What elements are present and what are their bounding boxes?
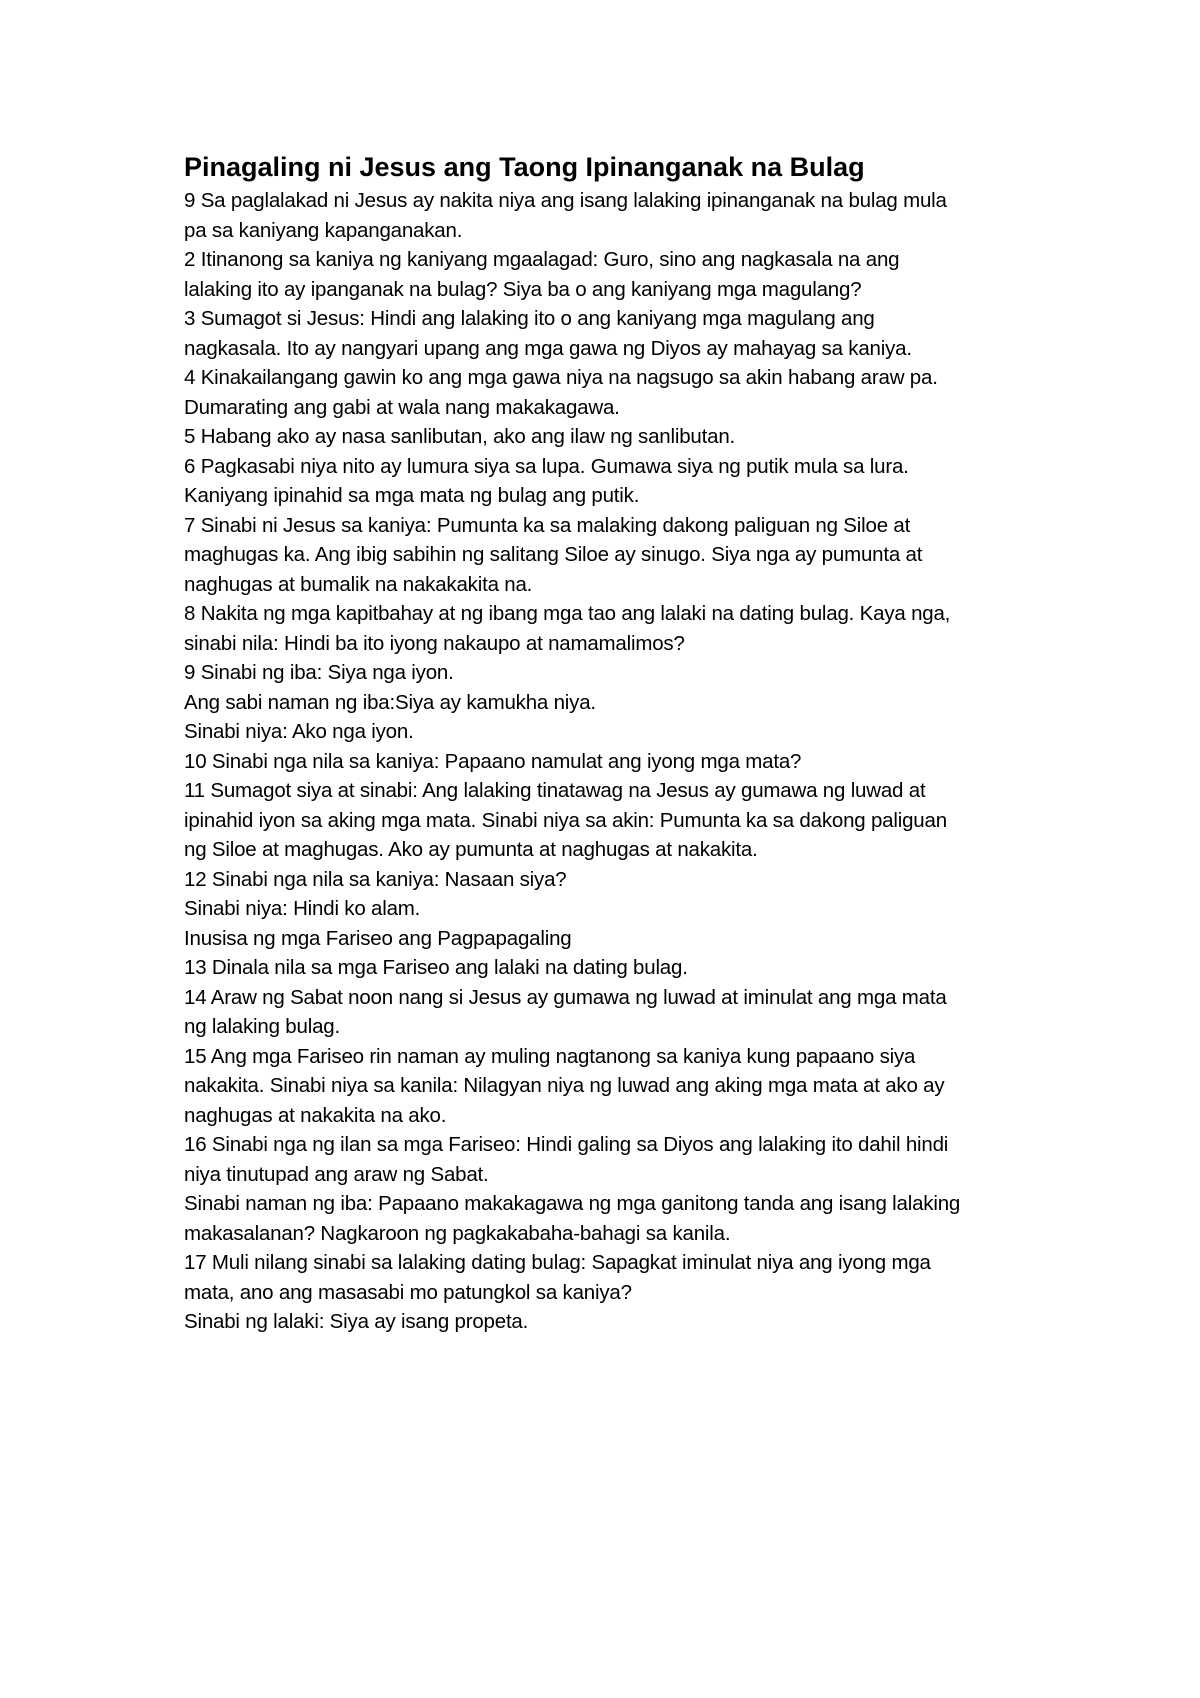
- text-line: Ang sabi naman ng iba:Siya ay kamukha niya.: [184, 690, 596, 714]
- text-line: sinabi nila: Hindi ba ito iyong nakaupo at namamalimos?: [184, 631, 685, 655]
- text-line: 5 Habang ako ay nasa sanlibutan, ako ang ilaw ng sanlibutan.: [184, 425, 736, 448]
- text-line: 15 Ang mga Fariseo rin naman ay muling nagtanong sa kaniya kung papaano siya: [184, 1044, 916, 1068]
- text-line: 11 Sumagot siya at sinabi: Ang lalaking tinatawag na Jesus ay gumawa ng luwad at: [184, 779, 926, 802]
- text-line: 7 Sinabi ni Jesus sa kaniya: Pumunta ka sa malaking dakong paliguan ng Siloe at: [184, 513, 911, 537]
- text-line: Sinabi ng lalaki: Siya ay isang propeta.: [184, 1310, 529, 1333]
- text-line: Sinabi niya: Ako nga iyon.: [184, 720, 414, 743]
- text-line: 14 Araw ng Sabat noon nang si Jesus ay gumawa ng luwad at iminulat ang mga mata: [184, 985, 947, 1009]
- text-line: 13 Dinala nila sa mga Fariseo ang lalaki na dating bulag.: [184, 956, 688, 979]
- text-line: nakakita. Sinabi niya sa kanila: Nilagyan niya ng luwad ang aking mga mata at ako ay: [184, 1074, 945, 1097]
- text-line: 17 Muli nilang sinabi sa lalaking dating bulag: Sapagkat iminulat niya ang iyong mga: [184, 1251, 931, 1274]
- text-line: Kaniyang ipinahid sa mga mata ng bulag ang putik.: [184, 484, 640, 507]
- text-line: Inusisa ng mga Fariseo ang Pagpapagaling: [184, 926, 572, 950]
- document-title: Pinagaling ni Jesus ang Taong Ipinanganak na Bulag: [184, 152, 865, 182]
- text-line: Sinabi niya: Hindi ko alam.: [184, 897, 421, 920]
- text-line: niya tinutupad ang araw ng Sabat.: [184, 1162, 489, 1186]
- text-line: 9 Sinabi ng iba: Siya nga iyon.: [184, 661, 454, 684]
- text-line: 8 Nakita ng mga kapitbahay at ng ibang mga tao ang lalaki na dating bulag. Kaya nga,: [184, 602, 951, 625]
- text-line: ipinahid iyon sa aking mga mata. Sinabi niya sa akin: Pumunta ka sa dakong paliguan: [184, 808, 947, 832]
- text-line: ng lalaking bulag.: [184, 1015, 340, 1038]
- text-line: 2 Itinanong sa kaniya ng kaniyang mgaalagad: Guro, sino ang nagkasala na ang: [184, 248, 900, 271]
- text-line: pa sa kaniyang kapanganakan.: [184, 218, 463, 242]
- text-line: 12 Sinabi nga nila sa kaniya: Nasaan siya?: [184, 867, 567, 891]
- text-line: Sinabi naman ng iba: Papaano makakagawa ng mga ganitong tanda ang isang lalaking: [184, 1192, 961, 1215]
- text-line: naghugas at bumalik na nakakakita na.: [184, 572, 533, 596]
- text-line: makasalanan? Nagkaroon ng pagkakabaha-bahagi sa kanila.: [184, 1221, 731, 1245]
- text-line: 3 Sumagot si Jesus: Hindi ang lalaking ito o ang kaniyang mga magulang ang: [184, 307, 875, 330]
- text-line: nagkasala. Ito ay nangyari upang ang mga gawa ng Diyos ay mahayag sa kaniya.: [184, 336, 912, 360]
- text-line: 10 Sinabi nga nila sa kaniya: Papaano namulat ang iyong mga mata?: [184, 749, 802, 773]
- document-body: [184, 150, 1084, 1337]
- text-line: naghugas at nakakita na ako.: [184, 1103, 447, 1127]
- text-line: 4 Kinakailangang gawin ko ang mga gawa niya na nagsugo sa akin habang araw pa.: [184, 366, 938, 389]
- text-line: 16 Sinabi nga ng ilan sa mga Fariseo: Hindi galing sa Diyos ang lalaking ito dahil hindi: [184, 1133, 949, 1156]
- text-line: lalaking ito ay ipanganak na bulag? Siya ba o ang kaniyang mga magulang?: [184, 277, 862, 301]
- text-line: 9 Sa paglalakad ni Jesus ay nakita niya ang isang lalaking ipinanganak na bulag mula: [184, 189, 947, 212]
- text-line: mata, ano ang masasabi mo patungkol sa kaniya?: [184, 1280, 632, 1304]
- text-line: Dumarating ang gabi at wala nang makakagawa.: [184, 395, 620, 419]
- text-line: 6 Pagkasabi niya nito ay lumura siya sa lupa. Gumawa siya ng putik mula sa lura.: [184, 454, 909, 478]
- text-line: ng Siloe at maghugas. Ako ay pumunta at naghugas at nakakita.: [184, 838, 758, 861]
- text-line: maghugas ka. Ang ibig sabihin ng salitang Siloe ay sinugo. Siya nga ay pumunta at: [184, 543, 923, 566]
- document-text: [184, 186, 1084, 1337]
